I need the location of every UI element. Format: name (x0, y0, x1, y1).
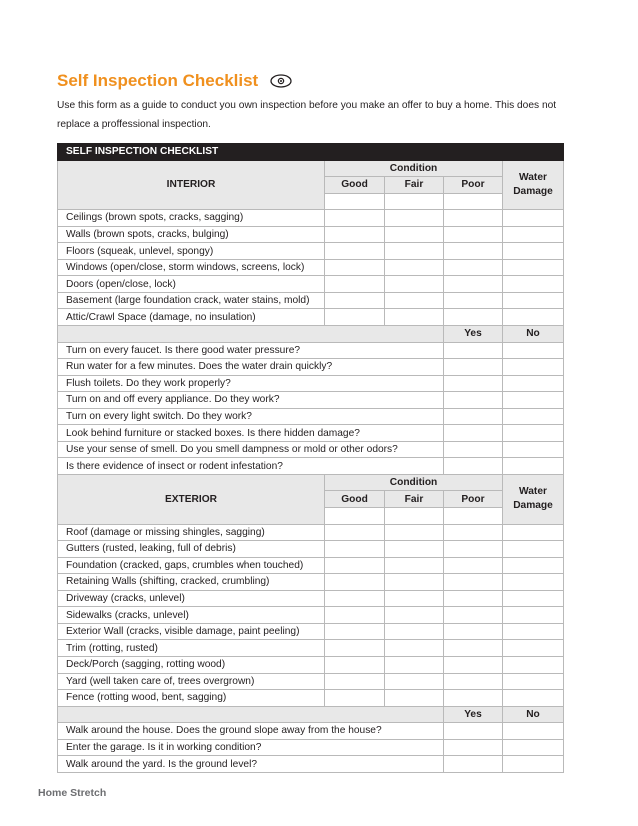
check-cell[interactable] (385, 574, 444, 591)
table-banner: SELF INSPECTION CHECKLIST (58, 144, 564, 161)
check-cell[interactable] (325, 524, 385, 541)
intro-text: Use this form as a guide to conduct you own inspection before you make an offer to buy a home. This does not replace a proffessional inspection. (57, 100, 557, 130)
table-banner-row (58, 144, 564, 161)
check-cell[interactable] (444, 673, 503, 690)
table-row (58, 623, 564, 640)
yes-no-cell[interactable] (503, 441, 564, 458)
check-cell[interactable] (444, 623, 503, 640)
table-row (58, 607, 564, 624)
interior-item-label: Basement (large foundation crack, water stains, mold) (58, 292, 325, 309)
check-cell[interactable] (385, 656, 444, 673)
table-row (58, 541, 564, 558)
interior-item-label: Floors (squeak, unlevel, spongy) (58, 243, 325, 260)
interior-question-label: Run water for a few minutes. Does the water drain quickly? (58, 359, 444, 376)
table-row (58, 557, 564, 574)
exterior-item-label: Gutters (rusted, leaking, full of debris) (58, 541, 325, 558)
spacer-cell (325, 508, 385, 525)
check-cell[interactable] (503, 590, 564, 607)
check-cell[interactable] (444, 690, 503, 707)
yes-no-cell[interactable] (444, 723, 503, 740)
table-row (58, 590, 564, 607)
check-cell[interactable] (325, 607, 385, 624)
yes-no-cell[interactable] (444, 739, 503, 756)
table-row (58, 739, 564, 756)
check-cell[interactable] (385, 541, 444, 558)
check-cell[interactable] (325, 673, 385, 690)
table-row (58, 673, 564, 690)
check-cell[interactable] (444, 640, 503, 657)
exterior-question-label: Walk around the yard. Is the ground level? (58, 756, 444, 773)
check-cell[interactable] (444, 210, 503, 227)
table-row (58, 259, 564, 276)
condition-header: Condition (325, 160, 503, 177)
yes-no-cell[interactable] (503, 756, 564, 773)
check-cell[interactable] (503, 210, 564, 227)
exterior-question-label: Enter the garage. Is it in working condition? (58, 739, 444, 756)
table-row (58, 392, 564, 409)
table-row (58, 359, 564, 376)
check-cell[interactable] (325, 557, 385, 574)
damage-label: Damage (513, 500, 553, 512)
exterior-header-row (58, 474, 564, 491)
check-cell[interactable] (325, 276, 385, 293)
check-cell[interactable] (503, 276, 564, 293)
check-cell[interactable] (385, 640, 444, 657)
check-cell[interactable] (444, 574, 503, 591)
check-cell[interactable] (325, 590, 385, 607)
exterior-item-label: Foundation (cracked, gaps, crumbles when touched) (58, 557, 325, 574)
table-row (58, 375, 564, 392)
check-cell[interactable] (325, 292, 385, 309)
check-cell[interactable] (325, 690, 385, 707)
check-cell[interactable] (444, 557, 503, 574)
interior-question-label: Turn on and off every appliance. Do they work? (58, 392, 444, 409)
good-header: Good (325, 177, 385, 194)
spacer-cell (444, 508, 503, 525)
check-cell[interactable] (503, 656, 564, 673)
water-damage-header (503, 474, 564, 524)
check-cell[interactable] (503, 226, 564, 243)
check-cell[interactable] (503, 574, 564, 591)
water-damage-header (503, 160, 564, 210)
exterior-section-label: EXTERIOR (58, 474, 325, 524)
check-cell[interactable] (385, 623, 444, 640)
interior-item-label: Walls (brown spots, cracks, bulging) (58, 226, 325, 243)
table-row (58, 243, 564, 260)
table-row (58, 524, 564, 541)
check-cell[interactable] (444, 607, 503, 624)
table-row (58, 292, 564, 309)
table-row (58, 425, 564, 442)
interior-item-label: Ceilings (brown spots, cracks, sagging) (58, 210, 325, 227)
exterior-item-label: Trim (rotting, rusted) (58, 640, 325, 657)
poor-header: Poor (444, 177, 503, 194)
check-cell[interactable] (385, 607, 444, 624)
interior-yes-no-header-row (58, 326, 564, 343)
interior-question-label: Use your sense of smell. Do you smell dampness or mold or other odors? (58, 441, 444, 458)
spacer-cell (325, 193, 385, 210)
yes-no-cell[interactable] (444, 425, 503, 442)
spacer-cell (385, 193, 444, 210)
interior-header-row (58, 160, 564, 177)
table-row (58, 640, 564, 657)
check-cell[interactable] (325, 226, 385, 243)
check-cell[interactable] (444, 226, 503, 243)
check-cell[interactable] (503, 259, 564, 276)
poor-header: Poor (444, 491, 503, 508)
check-cell[interactable] (444, 276, 503, 293)
check-cell[interactable] (444, 524, 503, 541)
exterior-item-label: Yard (well taken care of, trees overgrown) (58, 673, 325, 690)
check-cell[interactable] (325, 640, 385, 657)
check-cell[interactable] (385, 210, 444, 227)
table-row (58, 458, 564, 475)
yes-no-cell[interactable] (503, 359, 564, 376)
table-row (58, 210, 564, 227)
no-header: No (503, 326, 564, 343)
yes-no-cell[interactable] (503, 342, 564, 359)
check-cell[interactable] (503, 607, 564, 624)
yes-no-cell[interactable] (503, 392, 564, 409)
check-cell[interactable] (385, 524, 444, 541)
check-cell[interactable] (444, 259, 503, 276)
table-row (58, 441, 564, 458)
check-cell[interactable] (325, 656, 385, 673)
interior-question-label: Look behind furniture or stacked boxes. Is there hidden damage? (58, 425, 444, 442)
table-row (58, 226, 564, 243)
yes-header: Yes (444, 706, 503, 723)
check-cell[interactable] (385, 557, 444, 574)
table-row (58, 690, 564, 707)
check-cell[interactable] (503, 541, 564, 558)
yes-no-cell[interactable] (503, 375, 564, 392)
check-cell[interactable] (325, 623, 385, 640)
footer-text: Home Stretch (38, 787, 107, 799)
check-cell[interactable] (385, 309, 444, 326)
check-cell[interactable] (325, 259, 385, 276)
interior-question-label: Turn on every faucet. Is there good water pressure? (58, 342, 444, 359)
exterior-item-label: Exterior Wall (cracks, visible damage, paint peeling) (58, 623, 325, 640)
check-cell[interactable] (385, 243, 444, 260)
water-label: Water (519, 171, 547, 183)
check-cell[interactable] (503, 673, 564, 690)
blank-header-cell (58, 326, 444, 343)
yes-no-cell[interactable] (444, 375, 503, 392)
table-row (58, 574, 564, 591)
blank-header-cell (58, 706, 444, 723)
yes-no-cell[interactable] (444, 392, 503, 409)
check-cell[interactable] (503, 309, 564, 326)
yes-no-cell[interactable] (444, 359, 503, 376)
interior-item-label: Windows (open/close, storm windows, screens, lock) (58, 259, 325, 276)
check-cell[interactable] (325, 243, 385, 260)
yes-no-cell[interactable] (444, 441, 503, 458)
water-label: Water (519, 486, 547, 498)
fair-header: Fair (385, 491, 444, 508)
interior-item-label: Doors (open/close, lock) (58, 276, 325, 293)
check-cell[interactable] (444, 243, 503, 260)
yes-no-cell[interactable] (503, 739, 564, 756)
check-cell[interactable] (503, 557, 564, 574)
spacer-cell (444, 193, 503, 210)
page-title-text: Self Inspection Checklist (57, 71, 259, 90)
check-cell[interactable] (444, 656, 503, 673)
interior-question-label: Turn on every light switch. Do they work? (58, 408, 444, 425)
table-row (58, 723, 564, 740)
page-title (57, 71, 292, 91)
table-row (58, 656, 564, 673)
check-cell[interactable] (444, 590, 503, 607)
table-row (58, 342, 564, 359)
yes-no-cell[interactable] (503, 425, 564, 442)
fair-header: Fair (385, 177, 444, 194)
check-cell[interactable] (385, 226, 444, 243)
table-row (58, 309, 564, 326)
eye-icon (270, 74, 292, 88)
yes-no-cell[interactable] (444, 342, 503, 359)
table-row (58, 276, 564, 293)
yes-no-cell[interactable] (503, 458, 564, 475)
check-cell[interactable] (385, 690, 444, 707)
check-cell[interactable] (325, 541, 385, 558)
check-cell[interactable] (503, 243, 564, 260)
exterior-item-label: Driveway (cracks, unlevel) (58, 590, 325, 607)
check-cell[interactable] (385, 259, 444, 276)
table-row (58, 408, 564, 425)
check-cell[interactable] (325, 309, 385, 326)
exterior-yes-no-header-row (58, 706, 564, 723)
check-cell[interactable] (444, 541, 503, 558)
yes-no-cell[interactable] (503, 408, 564, 425)
interior-question-label: Is there evidence of insect or rodent infestation? (58, 458, 444, 475)
damage-label: Damage (513, 185, 553, 197)
exterior-item-label: Roof (damage or missing shingles, sagging) (58, 524, 325, 541)
yes-no-cell[interactable] (444, 756, 503, 773)
no-header: No (503, 706, 564, 723)
interior-question-label: Flush toilets. Do they work properly? (58, 375, 444, 392)
exterior-item-label: Fence (rotting wood, bent, sagging) (58, 690, 325, 707)
check-cell[interactable] (503, 524, 564, 541)
check-cell[interactable] (385, 292, 444, 309)
check-cell[interactable] (503, 640, 564, 657)
check-cell[interactable] (385, 673, 444, 690)
good-header: Good (325, 491, 385, 508)
check-cell[interactable] (503, 292, 564, 309)
check-cell[interactable] (503, 623, 564, 640)
yes-no-cell[interactable] (444, 458, 503, 475)
check-cell[interactable] (503, 690, 564, 707)
yes-no-cell[interactable] (503, 723, 564, 740)
exterior-item-label: Sidewalks (cracks, unlevel) (58, 607, 325, 624)
yes-header: Yes (444, 326, 503, 343)
interior-item-label: Attic/Crawl Space (damage, no insulation) (58, 309, 325, 326)
inspection-table (57, 143, 564, 773)
check-cell[interactable] (325, 574, 385, 591)
check-cell[interactable] (385, 590, 444, 607)
exterior-item-label: Retaining Walls (shifting, cracked, crumbling) (58, 574, 325, 591)
exterior-item-label: Deck/Porch (sagging, rotting wood) (58, 656, 325, 673)
table-row (58, 756, 564, 773)
interior-section-label: INTERIOR (58, 160, 325, 210)
check-cell[interactable] (444, 292, 503, 309)
exterior-question-label: Walk around the house. Does the ground slope away from the house? (58, 723, 444, 740)
condition-header: Condition (325, 474, 503, 491)
check-cell[interactable] (325, 210, 385, 227)
yes-no-cell[interactable] (444, 408, 503, 425)
spacer-cell (385, 508, 444, 525)
check-cell[interactable] (444, 309, 503, 326)
check-cell[interactable] (385, 276, 444, 293)
